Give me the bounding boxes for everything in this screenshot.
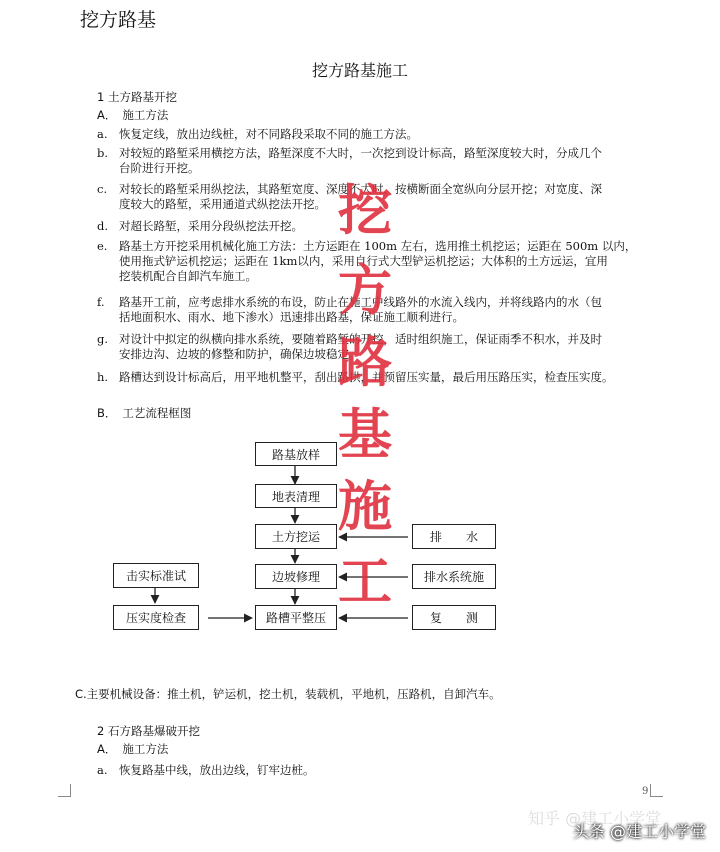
item-line: 恢复定线，放出边线桩，对不同路段采取不同的施工方法。 (119, 127, 418, 141)
sub-a2-mark: A． (97, 742, 117, 756)
sub-c-paragraph: C.主要机械设备：推土机，铲运机，挖土机，装载机，平地机，压路机，自卸汽车。 (75, 687, 501, 701)
sub-a-heading (97, 108, 168, 123)
item-mark: e. (97, 239, 108, 253)
flow-box-compaction-test: 击实标准试 (113, 563, 199, 588)
item-line: 路基土方开挖采用机械化施工方法：土方运距在 100m 左右，选用推土机挖运；运距在 500m 以内， (119, 239, 637, 253)
page-corner-mark (58, 784, 71, 797)
item-mark: f. (97, 295, 105, 309)
sub-a-mark: A． (97, 108, 117, 122)
flow-box-clearing: 地表清理 (255, 484, 337, 508)
flow-box-drainage: 排 水 (412, 524, 496, 549)
list-item (97, 146, 657, 176)
item-line: 恢复路基中线，放出边线，钉牢边桩。 (119, 763, 315, 777)
item-line: 台阶进行开挖。 (119, 161, 200, 175)
watermark-char: 路 (338, 331, 392, 394)
footer-watermark-faint: 知乎 @建工小学堂 (528, 809, 662, 828)
item-line: 使用拖式铲运机挖运；运距在 1km以内，采用自行式大型铲运机挖运；大体积的土方远运，宜用 (119, 254, 608, 268)
sub-a2-heading (97, 742, 168, 757)
sub-b-mark: B． (97, 406, 117, 420)
flow-box-density-check: 压实度检查 (113, 605, 199, 630)
item-line: 路槽达到设计标高后，用平地机整平，刮出路拱，并预留压实量，最后用压路压实，检查压实度。 (119, 370, 614, 384)
item-mark: a. (97, 763, 108, 777)
flow-box-slope-trimming: 边坡修理 (255, 564, 337, 589)
document-title: 挖方路基施工 (311, 61, 408, 80)
page-number: 9 (642, 786, 649, 797)
item-mark: h. (97, 370, 109, 384)
item-line: 对较短的路堑采用横挖方法，路堑深度不大时，一次挖到设计标高，路堑深度较大时，分成几个 (119, 146, 602, 160)
sub-b-text: 工艺流程框图 (122, 406, 192, 420)
list-item (97, 127, 657, 142)
item-mark: g. (97, 332, 109, 346)
item-line: 挖装机配合自卸汽车施工。 (119, 269, 257, 283)
header-title: 挖方路基 (80, 9, 157, 31)
item-line: 对设计中拟定的纵横向排水系统，要随着路堑的开挖，适时组织施工，保证雨季不积水，并及时 (119, 332, 602, 346)
item-mark: d. (97, 219, 109, 233)
item-line: 对较长的路堑采用纵挖法，其路堑宽度、深度不大时，按横断面全宽纵向分层开挖；对宽度、深 (119, 182, 602, 196)
sub-a2-text: 施工方法 (122, 742, 169, 756)
section-2-heading: 2 石方路基爆破开挖 (97, 724, 200, 738)
item-mark: c. (97, 182, 108, 196)
flow-box-survey: 复 测 (412, 605, 496, 630)
item-line: 括地面积水、雨水、地下渗水）迅速排出路基，保证施工顺利进行。 (119, 310, 464, 324)
section-1-heading: 1 土方路基开挖 (97, 90, 177, 104)
sub-b-heading (97, 406, 191, 421)
page-corner-mark (650, 784, 663, 797)
watermark-char: 挖 (338, 179, 392, 242)
item-line: 路基开工前，应考虑排水系统的布设，防止在施工中线路外的水流入线内，并将线路内的水（包 (119, 295, 602, 309)
flow-box-excavation: 土方挖运 (255, 524, 337, 549)
footer-watermark: 头条 @建工小学堂 (572, 822, 706, 841)
watermark-char: 工 (338, 550, 392, 613)
watermark-char: 基 (338, 403, 392, 466)
flow-box-subgrade-compaction: 路槽平整压 (255, 605, 337, 630)
item-mark: a. (97, 127, 108, 141)
item-line: 度较大的路堑，采用通道式纵挖法开挖。 (119, 197, 326, 211)
flow-box-layout: 路基放样 (255, 442, 337, 466)
item-mark: b. (97, 146, 109, 160)
item-line: 对超长路堑，采用分段纵挖法开挖。 (119, 219, 303, 233)
flow-box-drainage-system: 排水系统施 (412, 564, 496, 589)
item-line: 安排边沟、边坡的修整和防护，确保边坡稳定。 (119, 347, 361, 361)
list-item (97, 763, 657, 778)
watermark-char: 施 (338, 475, 392, 538)
sub-a-text: 施工方法 (122, 108, 169, 122)
watermark-char: 方 (338, 259, 392, 322)
